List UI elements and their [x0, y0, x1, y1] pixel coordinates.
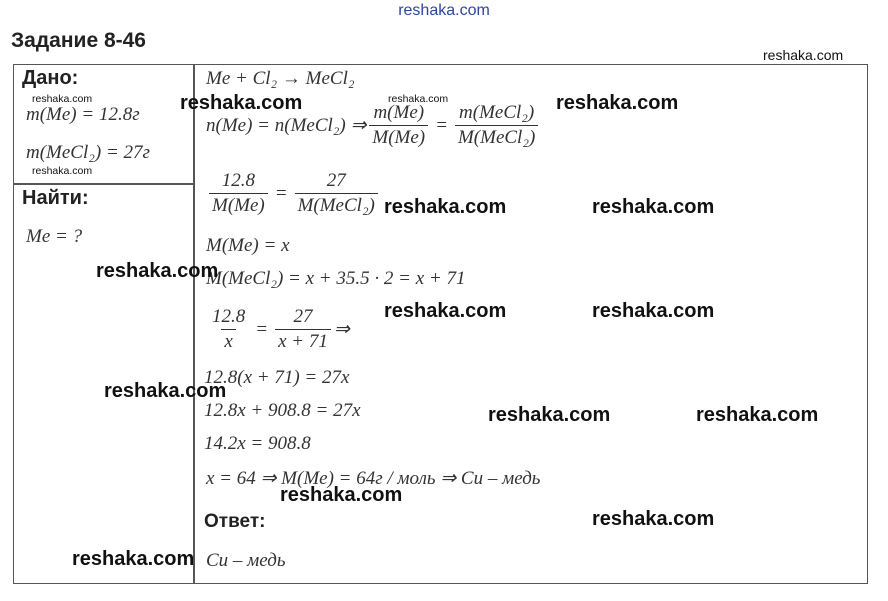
denominator: x [221, 329, 235, 353]
fraction [369, 102, 428, 149]
given-mass-mecl2: m(MeCl₂) = 27г [26, 142, 150, 163]
fraction [209, 306, 248, 353]
denominator: x + 71 [275, 329, 331, 353]
moles-lhs: n(Me) = n(MeCl₂) ⇒ [206, 115, 367, 136]
site-link[interactable]: reshaka.com [398, 2, 490, 19]
x-equation [206, 306, 350, 353]
column-divider [193, 64, 195, 584]
watermark: reshaka.com [696, 404, 819, 426]
given-heading: Дано: [22, 67, 79, 89]
watermark: reshaka.com [96, 260, 219, 282]
find-heading: Найти: [22, 187, 89, 209]
fraction [209, 170, 268, 217]
watermark: reshaka.com [384, 196, 507, 218]
denominator: M(MeCl₂) [295, 193, 378, 217]
numerator: 27 [293, 306, 313, 327]
molar-mass-mecl2: M(MeCl₂) = x + 35.5 · 2 = x + 71 [206, 268, 466, 289]
watermark: reshaka.com [32, 93, 93, 105]
equals-sign: = [255, 318, 269, 340]
task-title: Задание 8-46 [11, 29, 146, 52]
fraction [275, 306, 331, 353]
numerator: m(MeCl₂) [459, 102, 535, 123]
numerator: 27 [326, 170, 346, 191]
watermark: reshaka.com [280, 484, 403, 506]
equation-step: 14.2x = 908.8 [204, 433, 311, 454]
watermark: reshaka.com [388, 93, 449, 105]
numerator: 12.8 [212, 306, 246, 327]
watermark: reshaka.com [180, 92, 303, 114]
equation-step: 12.8(x + 71) = 27x [204, 367, 350, 388]
result-line: x = 64 ⇒ M(Me) = 64г / моль ⇒ Cu – медь [206, 468, 541, 489]
equals-sign: = [435, 114, 448, 136]
fraction [455, 102, 538, 149]
equals-sign: = [274, 182, 288, 204]
watermark: reshaka.com [763, 47, 844, 63]
watermark: reshaka.com [104, 380, 227, 402]
watermark: reshaka.com [592, 508, 715, 530]
reaction-equation: Me + Cl₂ → MeCl₂ [206, 68, 355, 89]
numerator: m(Me) [373, 102, 425, 123]
molar-mass-me: M(Me) = x [206, 235, 290, 256]
find-target: Me = ? [26, 226, 83, 247]
implies-arrow: ⇒ [333, 319, 350, 340]
watermark: reshaka.com [488, 404, 611, 426]
watermark: reshaka.com [592, 196, 715, 218]
watermark: reshaka.com [384, 300, 507, 322]
row-divider [13, 183, 194, 185]
ratio-equation [206, 170, 381, 217]
denominator: M(Me) [369, 125, 428, 149]
answer-heading: Ответ: [204, 511, 266, 532]
equation-step: 12.8x + 908.8 = 27x [204, 400, 361, 421]
answer-value: Cu – медь [206, 550, 286, 571]
watermark: reshaka.com [32, 165, 93, 177]
watermark: reshaka.com [592, 300, 715, 322]
watermark: reshaka.com [556, 92, 679, 114]
denominator: M(Me) [209, 193, 268, 217]
fraction [295, 170, 378, 217]
denominator: M(MeCl₂) [455, 125, 538, 149]
watermark: reshaka.com [72, 548, 195, 570]
given-mass-me: m(Me) = 12.8г [26, 104, 140, 125]
numerator: 12.8 [221, 170, 255, 191]
